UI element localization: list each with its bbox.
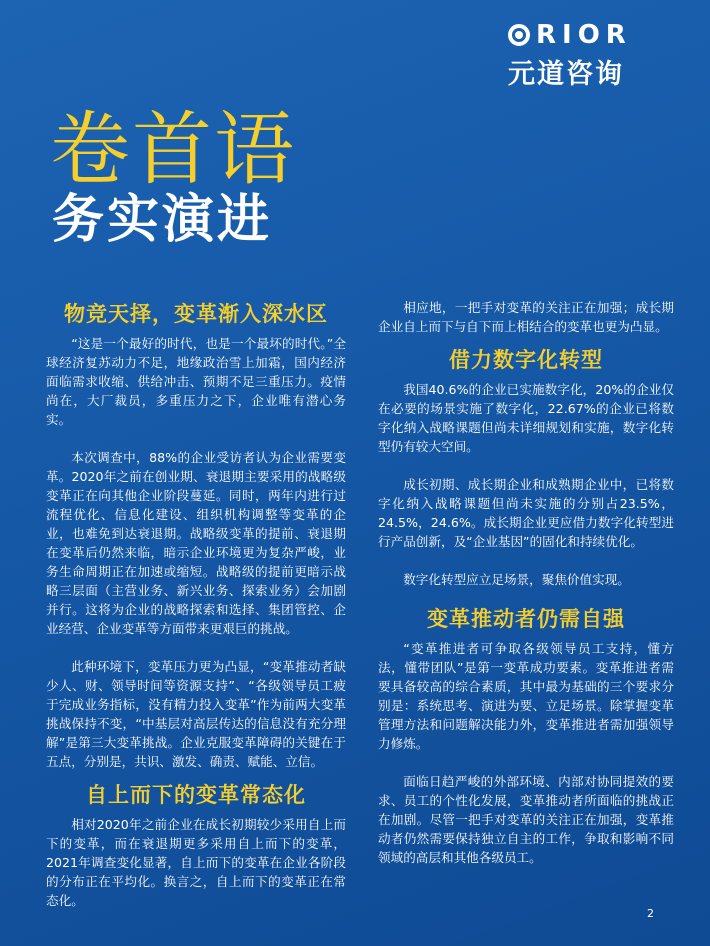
section-2-paragraph-2: 相应地，一把手对变革的关注正在加强；成长期企业自上而下与自下而上相结合的变革也更为凸显。 xyxy=(378,300,674,334)
right-column xyxy=(378,298,674,867)
logo-circle-icon xyxy=(508,24,530,46)
page-subtitle: 务实演进 xyxy=(52,190,273,250)
section-heading-2: 自上而下的变革常态化 xyxy=(86,783,306,807)
page-title: 卷首语 xyxy=(50,103,296,196)
section-2-paragraph-1: 相对2020年之前企业在成长初期较少采用自上而下的变革，而在衰退期更多采用自上而下的变革，2021年调查变化显著，自上而下的变革在企业各阶段的分布正在平均化。换言之，自上而下的变革正在常态化。 xyxy=(46,817,346,908)
section-heading-4: 变革推动者仍需自强 xyxy=(427,607,625,631)
section-4-paragraph-2: 面临日趋严峻的外部环境、内部对协同提效的要求、员工的个性化发展，变革推动者所面临的挑战正在加剧。尽管一把手对变革的关注正在加强，变革推动者仍然需要保持独立自主的工作，争取和影响不同领域的高层和其他各级员工。 xyxy=(378,774,674,865)
section-heading-1: 物竞天择，变革渐入深水区 xyxy=(64,302,328,326)
section-1-paragraph-2: 本次调查中，88%的企业受访者认为企业需要变革。2020年之前在创业期、衰退期主要采用的战略级变革正在向其他企业阶段蔓延。同时，两年内进行过流程优化、信息化建设、组织机构调整等变革的企业，也难免到达衰退期。战略级变革的提前、衰退期在变革后仍然来临，暗示企业环境更为复杂严峻，业务生命周期正在加速或缩短。战略级的提前更暗示战略三层面（主营业务、新兴业务、探索业务）会加剧并行。这将为企业的战略探索和选择、集团管控、企业经营、企业变革等方面带来更艰巨的挑战。 xyxy=(46,450,346,636)
section-4-paragraph-1: “变革推进者可争取各级领导员工支持，懂方法，懂带团队”是第一变革成功要素。变革推进者需要具备较高的综合素质，其中最为基础的三个要求分别是：系统思考、演进为要、立足场景。除掌握变革管理方法和问题解决能力外，变革推进者需加强领导力修炼。 xyxy=(378,641,674,751)
logo-wordmark: RIOR xyxy=(536,20,632,50)
logo-mark xyxy=(508,20,678,50)
page-number: 2 xyxy=(647,907,654,920)
logo-chinese-name: 元道咨询 xyxy=(508,59,624,90)
brand-logo xyxy=(508,20,678,90)
section-3-paragraph-2: 成长初期、成长期企业和成熟期企业中，已将数字化纳入战略课题但尚未实施的分别占23.5%，24.5%，24.6%。成长期企业更应借力数字化转型进行产品创新，及“企业基因”的固化和持续优化。 xyxy=(378,477,674,549)
section-1-paragraph-1: “这是一个最好的时代，也是一个最坏的时代。”全球经济复苏动力不足，地缘政治雪上加霜，国内经济面临需求收缩、供给冲击、预期不足三重压力。疫情尚在，大厂裁员，多重压力之下，企业唯有潜心务实。 xyxy=(46,336,346,427)
left-column xyxy=(46,300,346,910)
section-3-paragraph-3: 数字化转型应立足场景，聚焦价值实现。 xyxy=(403,572,630,587)
section-heading-3: 借力数字化转型 xyxy=(449,348,603,372)
section-1-paragraph-3: 此种环境下，变革压力更为凸显，“变革推动者缺少人、财、领导时间等资源支持”、“各级领导员工疲于完成业务指标，没有精力投入变革”作为前两大变革挑战保持不变，“中基层对高层传达的信息没有充分理解”是第三大变革挑战。企业克服变革障碍的关键在于五点，分别是，共识、激发、确责、赋能、立信。 xyxy=(46,659,346,769)
section-3-paragraph-1: 我国40.6%的企业已实施数字化，20%的企业仅在必要的场景实施了数字化，22.67%的企业已将数字化纳入战略课题但尚未详细规划和实施，数字化转型仍有较大空间。 xyxy=(378,382,674,454)
